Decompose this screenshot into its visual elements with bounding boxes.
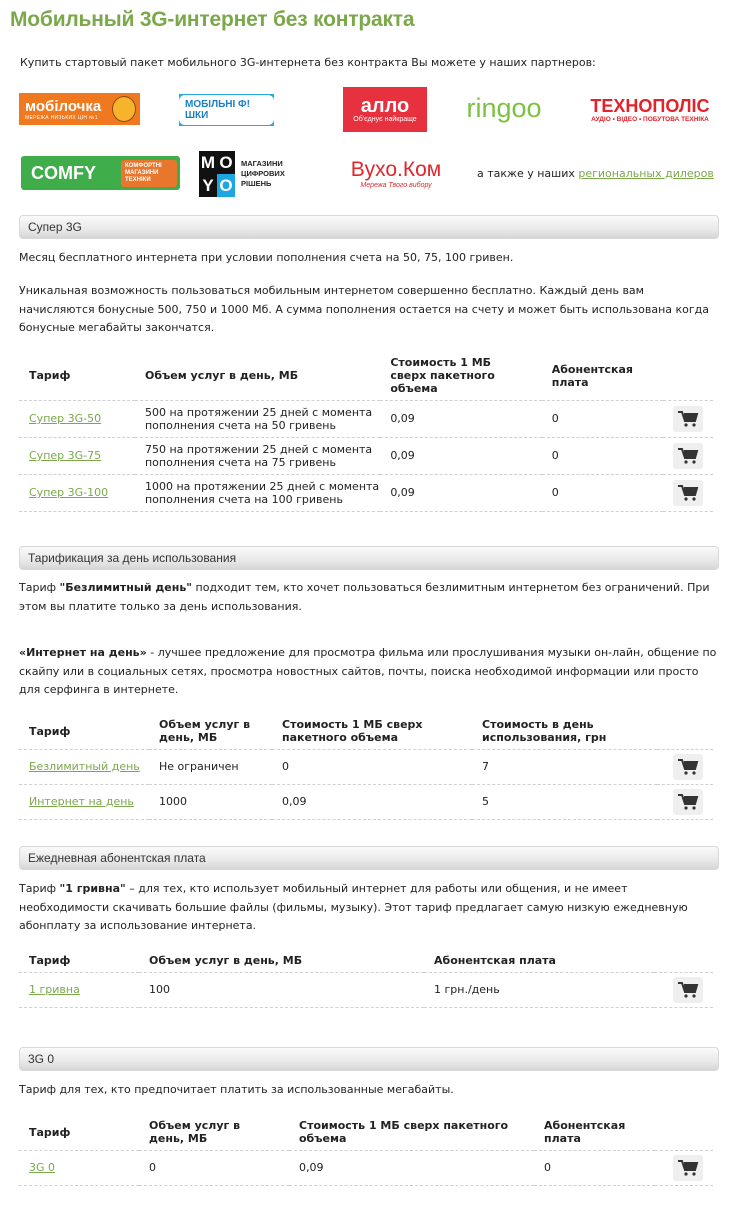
- fee-cell: 0: [542, 474, 663, 511]
- table-row: [19, 1150, 713, 1185]
- dealers-prefix: а также у наших: [477, 167, 579, 180]
- tariff-link[interactable]: Безлимитный день: [29, 760, 140, 773]
- partner-logo-mobilochka[interactable]: [19, 93, 140, 125]
- text: Тариф: [19, 882, 60, 895]
- tariff-name-bold: "1 гривна": [59, 882, 126, 895]
- volume-cell: 1000: [149, 784, 272, 819]
- tariff-name-bold: "Безлимитный день": [59, 581, 193, 594]
- daily-paragraph-2: [19, 644, 719, 700]
- allo-tagline: Об'єднує найкраще: [353, 116, 417, 123]
- col-header: Абонентская плата: [434, 954, 556, 968]
- col-header: Стоимость в день использования, грн: [482, 718, 607, 745]
- moyo-tagline: МАГАЗИНИ ЦИФРОВИХ РІШЕНЬ: [241, 159, 285, 188]
- col-header: Стоимость 1 МБ сверх пакетного объема: [299, 1119, 509, 1146]
- col-header: Объем услуг в день, МБ: [144, 369, 299, 383]
- table-row: [19, 400, 713, 437]
- partner-logo-fishky[interactable]: [179, 94, 274, 126]
- cart-icon[interactable]: [673, 443, 703, 469]
- volume-cell: 750 на протяжении 25 дней с момента пополнения счета на 75 гривень: [135, 437, 380, 474]
- col-header-cart: [657, 714, 713, 749]
- daily-table: [19, 714, 713, 820]
- price-cell: 0,09: [380, 474, 541, 511]
- col-header: Абонентская плата: [544, 1119, 626, 1146]
- volume-cell: 100: [139, 972, 424, 1007]
- tariff-link[interactable]: 3G 0: [29, 1161, 56, 1174]
- moyo-letter: M: [199, 151, 217, 174]
- technopolis-tagline: АУДІО • ВІДЕО • ПОБУТОВА ТЕХНІКА: [591, 115, 709, 123]
- table-row: [19, 474, 713, 511]
- daily-cost-cell: 7: [472, 749, 657, 784]
- tariff-link[interactable]: 1 гривна: [29, 983, 80, 996]
- regional-dealers-link[interactable]: региональных дилеров: [578, 167, 714, 180]
- ringoo-name: ringoo: [466, 92, 542, 123]
- partners-intro: Купить стартовый пакет мобильного 3G-интернета без контракта Вы можете у наших партнеров:: [20, 56, 596, 69]
- fishky-name: МОБІЛЬНІ Ф!ШКИ: [179, 95, 274, 125]
- technopolis-name: ТЕХНОПОЛІС: [590, 95, 710, 116]
- col-header: Стоимость 1 МБ сверх пакетного объема: [282, 718, 423, 745]
- price-cell: 0,09: [272, 784, 472, 819]
- daily-cost-cell: 5: [472, 784, 657, 819]
- table-row: [19, 784, 713, 819]
- table-row: [19, 972, 713, 1007]
- super3g-paragraph-1: Месяц бесплатного интернета при условии пополнения счета на 50, 75, 100 гривен.: [19, 251, 514, 264]
- mobilochka-name: мобілочка: [25, 97, 102, 115]
- price-cell: 0: [272, 749, 472, 784]
- col-header: Тариф: [29, 954, 71, 968]
- partner-logo-allo[interactable]: [343, 87, 427, 132]
- volume-cell: Не ограничен: [149, 749, 272, 784]
- comfy-tagline: КОМФОРТНІ МАГАЗИНИ ТЕХНІКИ: [121, 160, 177, 187]
- fee-cell: 0: [534, 1150, 655, 1185]
- mobilochka-tagline: МЕРЕЖА НИЗЬКИХ ЦІН №1: [25, 114, 98, 121]
- text: – для тех, кто использует мобильный интернет для работы или общения, и не имеет необходимости скачивать большие файлы (фильмы, музыку). Этот тариф предлагает самую низкую ежедневную абонплату за использование интернета.: [19, 882, 688, 932]
- daily-fee-table: [19, 950, 713, 1008]
- tariff-link[interactable]: Интернет на день: [29, 795, 134, 808]
- col-header-cart: [655, 1115, 713, 1150]
- price-cell: 0,09: [380, 437, 541, 474]
- moyo-letter: O: [217, 174, 235, 197]
- partner-logo-ringoo[interactable]: [465, 88, 543, 128]
- partner-logo-comfy[interactable]: [21, 156, 180, 190]
- price-cell: 0,09: [380, 400, 541, 437]
- mascot-icon: [112, 96, 136, 122]
- price-cell: 0,09: [289, 1150, 534, 1185]
- table-header-row: [19, 1115, 713, 1150]
- table-header-row: [19, 950, 713, 972]
- fee-cell: 0: [542, 400, 663, 437]
- col-header: Тариф: [29, 369, 71, 383]
- table-row: [19, 749, 713, 784]
- cart-icon[interactable]: [673, 754, 703, 780]
- vuho-tagline: Мережа Твого вибору: [360, 181, 432, 189]
- partner-logo-moyo[interactable]: [199, 151, 309, 197]
- cart-icon[interactable]: [673, 406, 703, 432]
- 3g0-table: [19, 1115, 713, 1186]
- page-title: Мобильный 3G-интернет без контракта: [10, 8, 415, 31]
- col-header: Абонентская плата: [551, 362, 633, 389]
- fee-cell: 0: [542, 437, 663, 474]
- col-header: Тариф: [29, 724, 71, 738]
- volume-cell: 500 на протяжении 25 дней с момента пополнения счета на 50 гривень: [135, 400, 380, 437]
- tariff-name-bold: «Интернет на день»: [19, 646, 147, 659]
- col-header: Объем услуг в день, МБ: [149, 1119, 241, 1146]
- section-header-daily-billing: Тарификация за день использования: [19, 546, 719, 570]
- section-header-super-3g: Супер 3G: [19, 215, 719, 239]
- table-header-row: [19, 352, 713, 400]
- vuho-name: Вухо.Ком: [350, 157, 442, 181]
- section-header-3g-0: 3G 0: [19, 1047, 719, 1071]
- table-row: [19, 437, 713, 474]
- cart-icon[interactable]: [673, 1155, 703, 1181]
- 3g0-paragraph: Тариф для тех, кто предпочитает платить за использованные мегабайты.: [19, 1083, 454, 1096]
- cart-icon[interactable]: [673, 789, 703, 815]
- col-header-cart: [663, 352, 713, 400]
- super3g-paragraph-2: Уникальная возможность пользоваться мобильным интернетом совершенно бесплатно. Каждый день вам начисляются бонусные 500, 750 и 1000 Мб. А сумма пополнения остается на счету и может быть использована когда бонусные мегабайты закончатся.: [19, 284, 709, 334]
- text: подходит тем, кто хочет пользоваться безлимитным интернетом без ограничений. При этом вы платите только за день использования.: [19, 581, 710, 613]
- table-header-row: [19, 714, 713, 749]
- volume-cell: 1000 на протяжении 25 дней с момента пополнения счета на 100 гривень: [135, 474, 380, 511]
- col-header: Стоимость 1 МБ сверх пакетного объема: [390, 356, 495, 396]
- moyo-letter: Y: [199, 174, 217, 197]
- partner-logo-technopolis[interactable]: [580, 91, 720, 127]
- text: - лучшее предложение для просмотра фильма или прослушивания музыки он-лайн, общение по скайпу или в социальных сетях, просмотра новостных сайтов, почты, поиска необходимой информации или просто для серфинга в интернете.: [19, 646, 717, 696]
- comfy-name: COMFY: [31, 162, 96, 183]
- col-header-cart: [654, 950, 713, 972]
- volume-cell: 0: [139, 1150, 289, 1185]
- partner-logo-vuho[interactable]: [326, 150, 466, 196]
- moyo-letter: O: [217, 151, 235, 174]
- col-header: Объем услуг в день, МБ: [159, 718, 251, 745]
- tariff-link[interactable]: Супер 3G-100: [29, 486, 109, 499]
- tariff-link[interactable]: Супер 3G-75: [29, 449, 102, 462]
- super3g-table: [19, 352, 713, 512]
- text: Тариф: [19, 581, 60, 594]
- daily-fee-paragraph: [19, 880, 719, 936]
- dealers-text: [477, 167, 714, 180]
- moyo-letters: [199, 151, 235, 197]
- fee-cell: 1 грн./день: [424, 972, 654, 1007]
- cart-icon[interactable]: [673, 977, 703, 1003]
- cart-icon[interactable]: [673, 480, 703, 506]
- tariff-link[interactable]: Супер 3G-50: [29, 412, 102, 425]
- daily-paragraph-1: [19, 579, 719, 616]
- col-header: Тариф: [29, 1125, 71, 1139]
- allo-name: алло: [360, 95, 410, 117]
- section-header-daily-fee: Ежедневная абонентская плата: [19, 846, 719, 870]
- col-header: Объем услуг в день, МБ: [149, 954, 303, 968]
